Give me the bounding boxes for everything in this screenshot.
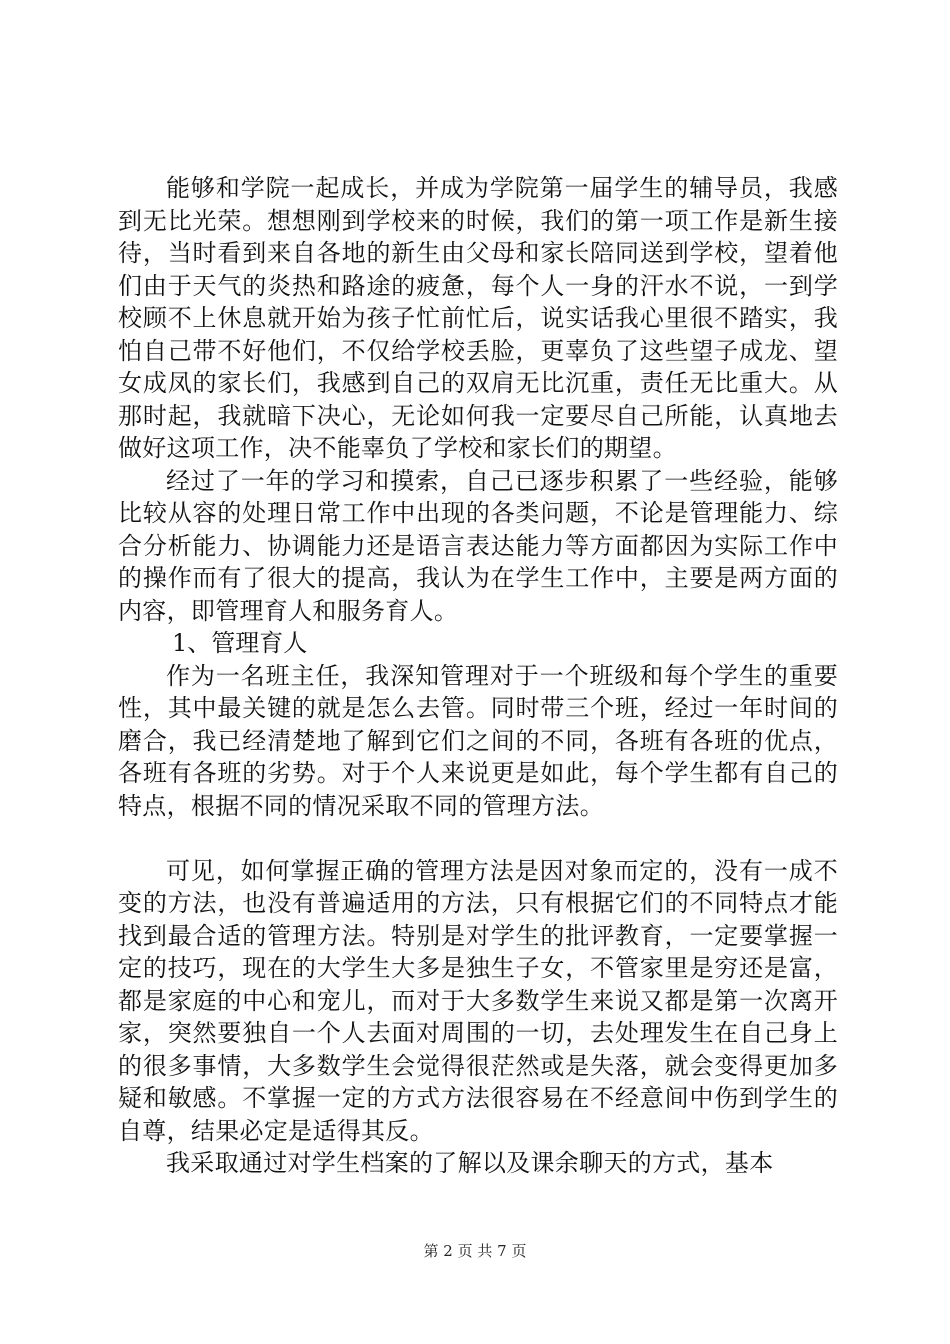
paragraph-5: 我采取通过对学生档案的了解以及课余聊天的方式，基本 (166, 1149, 774, 1177)
page-number-footer: 第 2 页 共 7 页 (423, 1242, 527, 1260)
document-body (118, 172, 838, 1180)
paragraph-2: 经过了一年的学习和摸索，自己已逐步积累了一些经验，能够比较从容的处理日常工作中出现的各类问题，不论是管理能力、综合分析能力、协调能力还是语言表达能力等方面都因为实际工作中的操作而有了很大的提高，我认为在学生工作中，主要是两方面的内容，即管理育人和服务育人。 (118, 466, 838, 625)
paragraph-3: 作为一名班主任，我深知管理对于一个班级和每个学生的重要性，其中最关键的就是怎么去管。同时带三个班，经过一年时间的磨合，我已经清楚地了解到它们之间的不同，各班有各班的优点，各班有各班的劣势。对于个人来说更是如此，每个学生都有自己的特点，根据不同的情况采取不同的管理方法。 (118, 661, 838, 820)
section-heading-management: 1、管理育人 (172, 629, 308, 657)
paragraph-1: 能够和学院一起成长，并成为学院第一届学生的辅导员，我感到无比光荣。想想刚到学校来的时候，我们的第一项工作是新生接待，当时看到来自各地的新生由父母和家长陪同送到学校，望着他们由于天气的炎热和路途的疲惫，每个人一身的汗水不说，一到学校顾不上休息就开始为孩子忙前忙后，说实话我心里很不踏实，我怕自己带不好他们，不仅给学校丢脸，更辜负了这些望子成龙、望女成凤的家长们，我感到自己的双肩无比沉重，责任无比重大。从那时起，我就暗下决心，无论如何我一定要尽自己所能，认真地去做好这项工作，决不能辜负了学校和家长们的期望。 (118, 174, 838, 462)
blank-line (118, 822, 838, 855)
paragraph-4: 可见，如何掌握正确的管理方法是因对象而定的，没有一成不变的方法，也没有普遍适用的方法，只有根据它们的不同特点才能找到最合适的管理方法。特别是对学生的批评教育，一定要掌握一定的技巧，现在的大学生大多是独生子女，不管家里是穷还是富，都是家庭的中心和宠儿，而对于大多数学生来说又都是第一次离开家，突然要独自一个人去面对周围的一切，去处理发生在自己身上的很多事情，大多数学生会觉得很茫然或是失落，就会变得更加多疑和敏感。不掌握一定的方式方法很容易在不经意间中伤到学生的自尊，结果必定是适得其反。 (118, 856, 838, 1145)
